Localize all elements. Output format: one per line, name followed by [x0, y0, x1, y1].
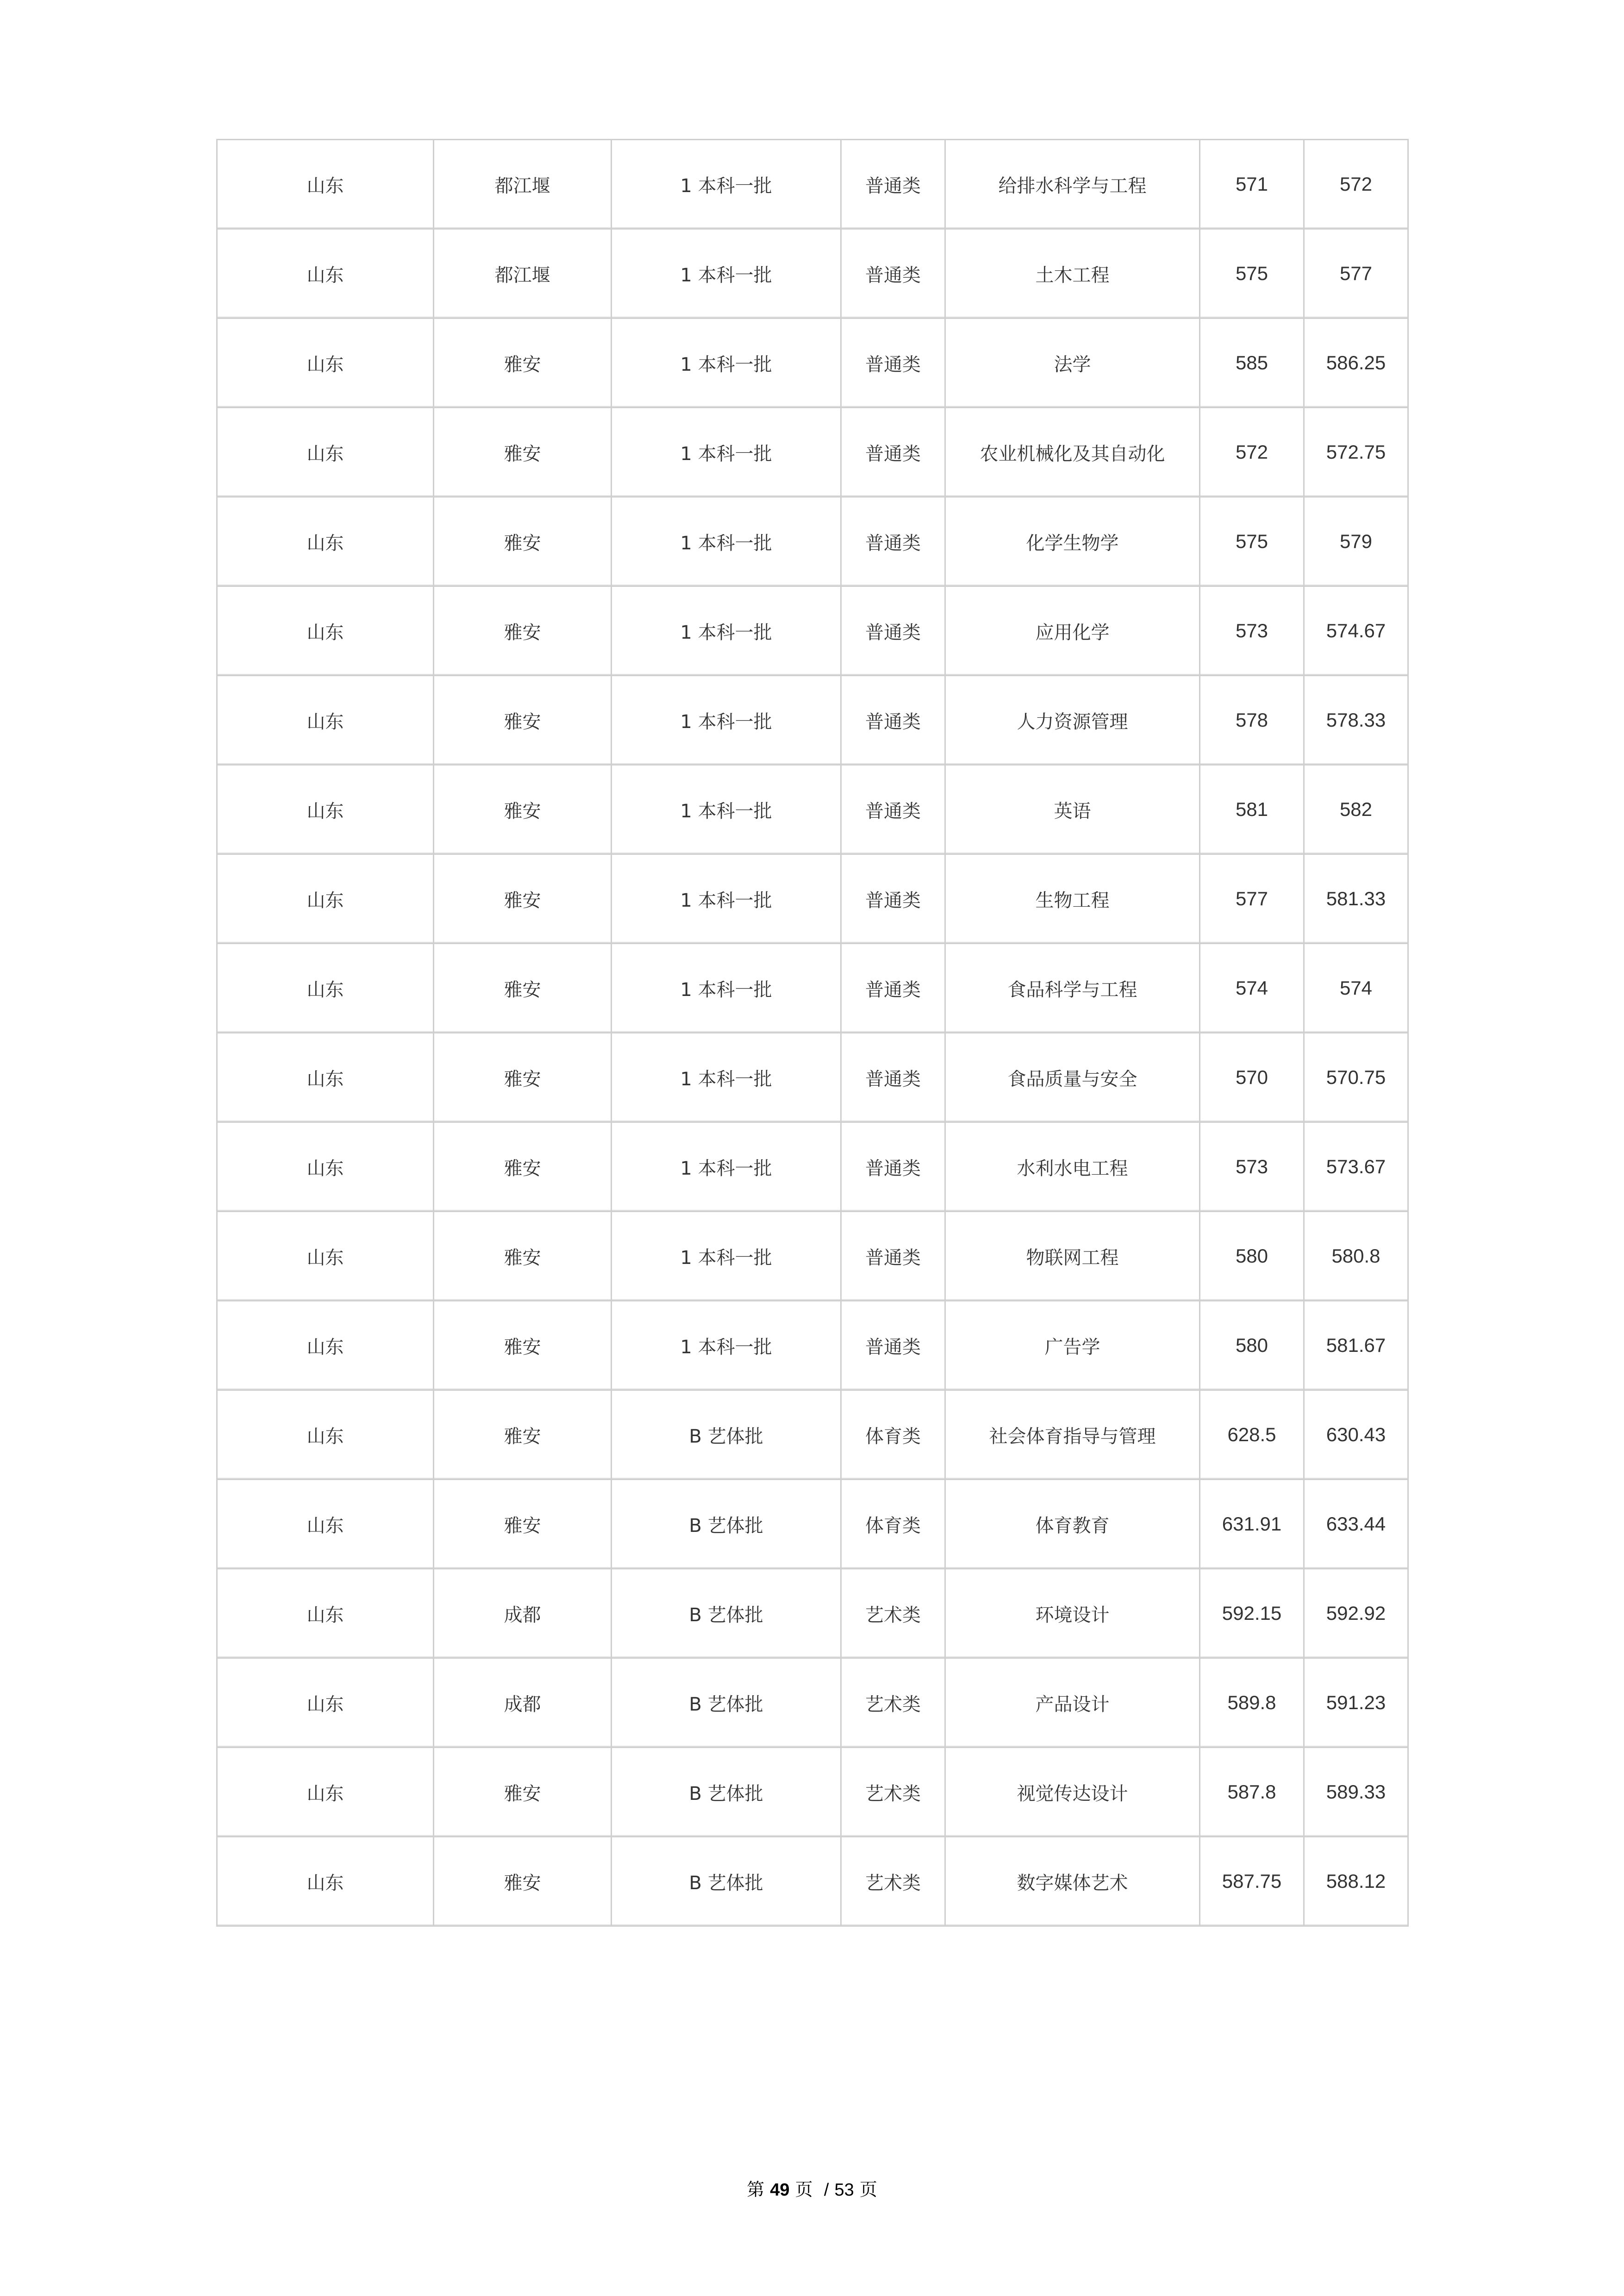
table-row	[218, 1033, 1409, 1123]
cell-category: 普通类	[842, 498, 946, 587]
cell-campus: 都江堰	[434, 230, 612, 319]
cell-avg-score: 581.33	[1305, 855, 1409, 944]
table-row	[218, 676, 1409, 765]
cell-category: 普通类	[842, 1033, 946, 1123]
cell-min-score: 572	[1200, 408, 1305, 498]
cell-major: 应用化学	[946, 587, 1200, 676]
cell-category: 艺术类	[842, 1569, 946, 1659]
cell-category: 体育类	[842, 1480, 946, 1569]
cell-category: 普通类	[842, 944, 946, 1033]
cell-province: 山东	[218, 1212, 434, 1301]
cell-batch: 1 本科一批	[612, 230, 842, 319]
cell-batch: 1 本科一批	[612, 587, 842, 676]
cell-batch: B 艺体批	[612, 1748, 842, 1837]
cell-major: 产品设计	[946, 1659, 1200, 1748]
cell-batch: B 艺体批	[612, 1569, 842, 1659]
cell-batch: 1 本科一批	[612, 855, 842, 944]
cell-campus: 雅安	[434, 1212, 612, 1301]
cell-batch: 1 本科一批	[612, 1123, 842, 1212]
cell-avg-score: 589.33	[1305, 1748, 1409, 1837]
cell-province: 山东	[218, 1837, 434, 1927]
cell-min-score: 577	[1200, 855, 1305, 944]
footer-prefix: 第	[747, 2179, 765, 2200]
cell-min-score: 573	[1200, 1123, 1305, 1212]
cell-min-score: 570	[1200, 1033, 1305, 1123]
table-body	[218, 140, 1409, 1927]
table-row	[218, 1123, 1409, 1212]
cell-category: 普通类	[842, 140, 946, 230]
cell-campus: 雅安	[434, 1301, 612, 1391]
cell-batch: B 艺体批	[612, 1480, 842, 1569]
cell-campus: 雅安	[434, 1391, 612, 1480]
cell-category: 普通类	[842, 1123, 946, 1212]
cell-campus: 雅安	[434, 1033, 612, 1123]
cell-major: 化学生物学	[946, 498, 1200, 587]
cell-campus: 雅安	[434, 765, 612, 855]
table-row	[218, 1212, 1409, 1301]
cell-batch: 1 本科一批	[612, 1301, 842, 1391]
cell-avg-score: 630.43	[1305, 1391, 1409, 1480]
cell-campus: 成都	[434, 1569, 612, 1659]
table-row	[218, 944, 1409, 1033]
cell-province: 山东	[218, 765, 434, 855]
cell-province: 山东	[218, 230, 434, 319]
cell-avg-score: 578.33	[1305, 676, 1409, 765]
footer-suffix: 页	[859, 2179, 877, 2200]
cell-province: 山东	[218, 944, 434, 1033]
cell-batch: 1 本科一批	[612, 765, 842, 855]
cell-campus: 雅安	[434, 319, 612, 408]
cell-min-score: 580	[1200, 1301, 1305, 1391]
cell-campus: 雅安	[434, 1748, 612, 1837]
cell-min-score: 574	[1200, 944, 1305, 1033]
table-row	[218, 140, 1409, 230]
cell-category: 普通类	[842, 1301, 946, 1391]
cell-campus: 雅安	[434, 498, 612, 587]
admission-scores-table	[216, 139, 1409, 1927]
cell-province: 山东	[218, 408, 434, 498]
cell-province: 山东	[218, 140, 434, 230]
cell-province: 山东	[218, 1480, 434, 1569]
cell-category: 普通类	[842, 765, 946, 855]
cell-province: 山东	[218, 1748, 434, 1837]
cell-avg-score: 574	[1305, 944, 1409, 1033]
cell-province: 山东	[218, 1123, 434, 1212]
cell-min-score: 581	[1200, 765, 1305, 855]
cell-batch: B 艺体批	[612, 1837, 842, 1927]
cell-major: 社会体育指导与管理	[946, 1391, 1200, 1480]
cell-batch: 1 本科一批	[612, 1212, 842, 1301]
cell-campus: 雅安	[434, 676, 612, 765]
cell-avg-score: 586.25	[1305, 319, 1409, 408]
cell-category: 艺术类	[842, 1659, 946, 1748]
cell-campus: 雅安	[434, 944, 612, 1033]
table-row	[218, 1480, 1409, 1569]
cell-major: 英语	[946, 765, 1200, 855]
table-row	[218, 1748, 1409, 1837]
current-page-number: 49	[770, 2180, 790, 2200]
table-row	[218, 855, 1409, 944]
cell-campus: 雅安	[434, 587, 612, 676]
cell-avg-score: 577	[1305, 230, 1409, 319]
cell-campus: 雅安	[434, 1480, 612, 1569]
cell-province: 山东	[218, 498, 434, 587]
cell-province: 山东	[218, 1391, 434, 1480]
cell-min-score: 585	[1200, 319, 1305, 408]
footer-separator: /	[824, 2180, 829, 2200]
cell-campus: 雅安	[434, 1837, 612, 1927]
cell-avg-score: 570.75	[1305, 1033, 1409, 1123]
cell-major: 食品质量与安全	[946, 1033, 1200, 1123]
cell-major: 人力资源管理	[946, 676, 1200, 765]
footer-page-word: 页	[795, 2179, 813, 2200]
table-row	[218, 1569, 1409, 1659]
cell-min-score: 628.5	[1200, 1391, 1305, 1480]
cell-min-score: 580	[1200, 1212, 1305, 1301]
cell-batch: 1 本科一批	[612, 944, 842, 1033]
cell-province: 山东	[218, 587, 434, 676]
cell-campus: 都江堰	[434, 140, 612, 230]
cell-major: 水利水电工程	[946, 1123, 1200, 1212]
cell-major: 视觉传达设计	[946, 1748, 1200, 1837]
cell-min-score: 631.91	[1200, 1480, 1305, 1569]
cell-campus: 雅安	[434, 855, 612, 944]
cell-province: 山东	[218, 855, 434, 944]
cell-avg-score: 591.23	[1305, 1659, 1409, 1748]
cell-category: 普通类	[842, 408, 946, 498]
cell-category: 体育类	[842, 1391, 946, 1480]
table-row	[218, 765, 1409, 855]
table-row	[218, 230, 1409, 319]
cell-province: 山东	[218, 1569, 434, 1659]
total-pages-number: 53	[834, 2180, 854, 2200]
cell-major: 土木工程	[946, 230, 1200, 319]
cell-category: 普通类	[842, 1212, 946, 1301]
cell-min-score: 587.8	[1200, 1748, 1305, 1837]
cell-batch: 1 本科一批	[612, 676, 842, 765]
cell-major: 生物工程	[946, 855, 1200, 944]
cell-avg-score: 572.75	[1305, 408, 1409, 498]
cell-min-score: 587.75	[1200, 1837, 1305, 1927]
cell-category: 普通类	[842, 676, 946, 765]
table-row	[218, 319, 1409, 408]
cell-category: 普通类	[842, 319, 946, 408]
cell-major: 物联网工程	[946, 1212, 1200, 1301]
cell-major: 广告学	[946, 1301, 1200, 1391]
cell-avg-score: 579	[1305, 498, 1409, 587]
page-footer	[0, 2175, 1624, 2201]
cell-major: 环境设计	[946, 1569, 1200, 1659]
table-row	[218, 1659, 1409, 1748]
cell-avg-score: 582	[1305, 765, 1409, 855]
cell-major: 给排水科学与工程	[946, 140, 1200, 230]
cell-avg-score: 573.67	[1305, 1123, 1409, 1212]
cell-major: 数字媒体艺术	[946, 1837, 1200, 1927]
cell-avg-score: 572	[1305, 140, 1409, 230]
cell-province: 山东	[218, 1659, 434, 1748]
cell-min-score: 575	[1200, 230, 1305, 319]
cell-avg-score: 581.67	[1305, 1301, 1409, 1391]
cell-category: 普通类	[842, 855, 946, 944]
cell-batch: 1 本科一批	[612, 140, 842, 230]
cell-batch: B 艺体批	[612, 1391, 842, 1480]
cell-batch: 1 本科一批	[612, 319, 842, 408]
cell-major: 食品科学与工程	[946, 944, 1200, 1033]
cell-major: 农业机械化及其自动化	[946, 408, 1200, 498]
cell-batch: 1 本科一批	[612, 408, 842, 498]
cell-min-score: 578	[1200, 676, 1305, 765]
cell-avg-score: 588.12	[1305, 1837, 1409, 1927]
cell-campus: 雅安	[434, 408, 612, 498]
cell-avg-score: 574.67	[1305, 587, 1409, 676]
cell-category: 艺术类	[842, 1837, 946, 1927]
cell-avg-score: 580.8	[1305, 1212, 1409, 1301]
cell-major: 体育教育	[946, 1480, 1200, 1569]
cell-category: 普通类	[842, 230, 946, 319]
cell-category: 艺术类	[842, 1748, 946, 1837]
cell-min-score: 589.8	[1200, 1659, 1305, 1748]
cell-category: 普通类	[842, 587, 946, 676]
table-row	[218, 1837, 1409, 1927]
cell-avg-score: 633.44	[1305, 1480, 1409, 1569]
cell-batch: 1 本科一批	[612, 498, 842, 587]
cell-min-score: 571	[1200, 140, 1305, 230]
cell-batch: 1 本科一批	[612, 1033, 842, 1123]
cell-campus: 成都	[434, 1659, 612, 1748]
cell-province: 山东	[218, 319, 434, 408]
table-row	[218, 587, 1409, 676]
cell-campus: 雅安	[434, 1123, 612, 1212]
cell-province: 山东	[218, 1301, 434, 1391]
cell-min-score: 575	[1200, 498, 1305, 587]
cell-min-score: 573	[1200, 587, 1305, 676]
table-row	[218, 408, 1409, 498]
table-row	[218, 498, 1409, 587]
table-row	[218, 1391, 1409, 1480]
cell-batch: B 艺体批	[612, 1659, 842, 1748]
cell-province: 山东	[218, 676, 434, 765]
cell-major: 法学	[946, 319, 1200, 408]
cell-min-score: 592.15	[1200, 1569, 1305, 1659]
cell-province: 山东	[218, 1033, 434, 1123]
table-row	[218, 1301, 1409, 1391]
cell-avg-score: 592.92	[1305, 1569, 1409, 1659]
